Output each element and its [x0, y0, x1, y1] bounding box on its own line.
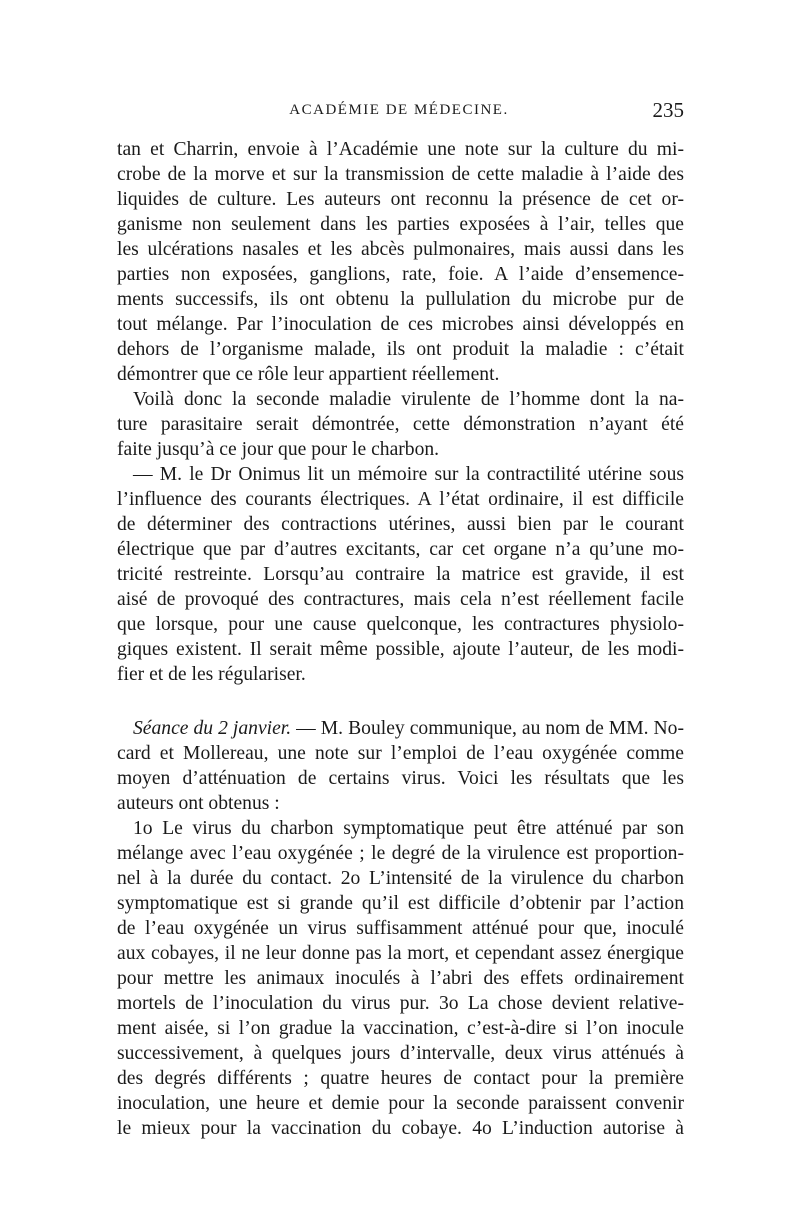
page-header	[116, 100, 682, 124]
text-line: giques existent. Il serait même possible, ajoute l’auteur, de les modi-	[117, 639, 684, 660]
text-line: faite jusqu’à ce jour que pour le charbon.	[117, 439, 440, 460]
text-line: démontrer que ce rôle leur appartient réellement.	[117, 364, 500, 385]
text-line: inoculation, une heure et demie pour la seconde paraissent convenir	[117, 1093, 684, 1114]
text-line: 1o Le virus du charbon symptomatique peut être atténué par son	[133, 818, 684, 839]
text-line: ganisme non seulement dans les parties exposées à l’air, telles que	[117, 214, 684, 235]
text-line: tricité restreinte. Lorsqu’au contraire la matrice est gravide, il est	[117, 564, 684, 585]
text-line: pour mettre les animaux inoculés à l’abri des effets ordinairement	[117, 968, 684, 989]
text-line: parties non exposées, ganglions, rate, foie. A l’aide d’ensemence-	[117, 264, 684, 285]
session-first-line: — M. Bouley communique, au nom de MM. No-	[291, 718, 684, 739]
text-line: électrique que par d’autres excitants, car cet organe n’a qu’une mo-	[117, 539, 684, 560]
text-line: dehors de l’organisme malade, ils ont produit la maladie : c’était	[117, 339, 684, 360]
text-line: tout mélange. Par l’inoculation de ces microbes ainsi développés en	[117, 314, 684, 335]
text-line: successivement, à quelques jours d’intervalle, deux virus atténués à	[117, 1043, 684, 1064]
text-line: des degrés différents ; quatre heures de contact pour la première	[117, 1068, 684, 1089]
text-line: Voilà donc la seconde maladie virulente de l’homme dont la na-	[133, 389, 684, 410]
text-line: que lorsque, pour une cause quelconque, les contractures physiolo-	[117, 614, 684, 635]
text-line: auteurs ont obtenus :	[117, 793, 280, 814]
session-heading-line	[133, 716, 684, 741]
text-line: tan et Charrin, envoie à l’Académie une note sur la culture du mi-	[117, 139, 684, 160]
text-line: liquides de culture. Les auteurs ont reconnu la présence de cet or-	[117, 189, 684, 210]
text-line: card et Mollereau, une note sur l’emploi de l’eau oxygénée comme	[117, 743, 684, 764]
text-line: aisé de provoqué des contractures, mais cela n’est réellement facile	[117, 589, 684, 610]
text-line: — M. le Dr Onimus lit un mémoire sur la contractilité utérine sous	[133, 464, 684, 485]
text-line: les ulcérations nasales et les abcès pulmonaires, mais aussi dans les	[117, 239, 684, 260]
text-line: nel à la durée du contact. 2o L’intensité de la virulence du charbon	[117, 868, 684, 889]
text-line: de déterminer des contractions utérines, aussi bien par le courant	[117, 514, 684, 535]
text-line: aux cobayes, il ne leur donne pas la mort, et cependant assez énergique	[117, 943, 684, 964]
text-line: fier et de les régulariser.	[117, 664, 306, 685]
text-line: crobe de la morve et sur la transmission de cette maladie à l’aide des	[117, 164, 684, 185]
text-line: l’influence des courants électriques. A l’état ordinaire, il est difficile	[117, 489, 684, 510]
text-line: ment aisée, si l’on gradue la vaccination, c’est-à-dire si l’on inocule	[117, 1018, 684, 1039]
session-heading: Séance du 2 janvier.	[133, 718, 292, 739]
running-title: ACADÉMIE DE MÉDECINE.	[289, 102, 509, 118]
text-line: mortels de l’inoculation du virus pur. 3o La chose devient relative-	[117, 993, 684, 1014]
text-line: mélange avec l’eau oxygénée ; le degré de la virulence est proportion-	[117, 843, 684, 864]
text-line: le mieux pour la vaccination du cobaye. 4o L’induction autorise à	[117, 1118, 684, 1139]
text-line: symptomatique est si grande qu’il est difficile d’obtenir par l’action	[117, 893, 684, 914]
text-line: de l’eau oxygénée un virus suffisamment atténué pour que, inoculé	[117, 918, 684, 939]
text-line: ture parasitaire serait démontrée, cette démonstration n’ayant été	[117, 414, 684, 435]
page-number: 235	[652, 98, 684, 122]
text-line: moyen d’atténuation de certains virus. Voici les résultats que les	[117, 768, 684, 789]
text-line: ments successifs, ils ont obtenu la pullulation du microbe pur de	[117, 289, 684, 310]
